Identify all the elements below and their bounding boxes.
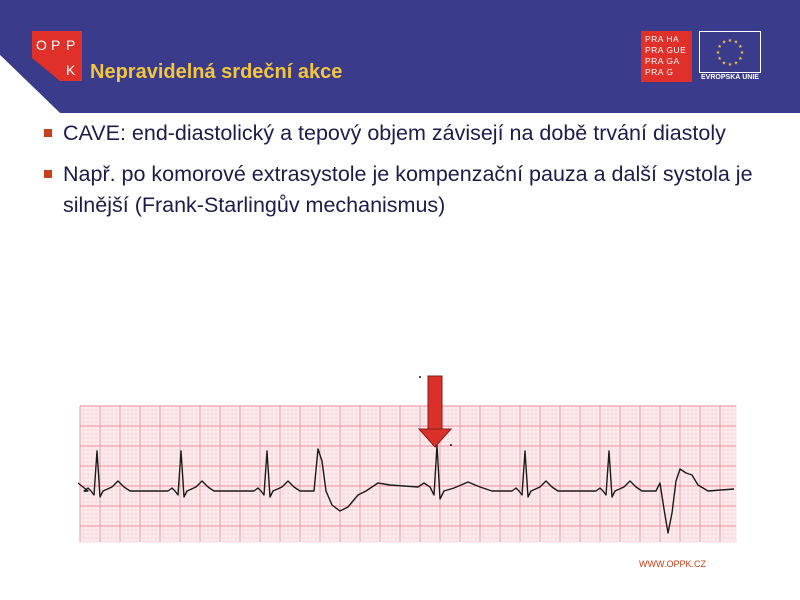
footer-url: WWW.OPPK.CZ (639, 559, 706, 569)
svg-text:★: ★ (738, 56, 743, 62)
oppk-letter-p1: P (51, 37, 61, 53)
praha-logo-line: PRA HA (645, 34, 680, 44)
praha-logo-line: PRA GUE (645, 45, 687, 55)
svg-text:★: ★ (721, 60, 727, 67)
slide-header (0, 0, 800, 113)
svg-text:★: ★ (727, 38, 733, 44)
page-title: Nepravidelná srdeční akce (90, 61, 343, 83)
bullet-square-icon (44, 170, 52, 178)
oppk-letter-o: O (36, 37, 47, 53)
bullet-list (42, 118, 772, 231)
svg-text:★: ★ (721, 39, 727, 46)
svg-text:★: ★ (727, 62, 733, 68)
svg-text:★: ★ (717, 56, 722, 62)
svg-text:★: ★ (739, 50, 745, 56)
svg-text:★: ★ (733, 60, 739, 67)
svg-text:★: ★ (715, 50, 721, 56)
bullet-text: CAVE: end-diastolický a tepový objem závisejí na době trvání diastoly (63, 121, 726, 145)
svg-text:★: ★ (738, 44, 743, 50)
eu-logo (697, 31, 763, 83)
oppk-logo (32, 31, 82, 81)
svg-text:★: ★ (717, 44, 722, 50)
bullet-text: Např. po komorové extrasystole je kompenzační pauza a další systola je silnější (Frank-Starlingův mechanismus) (63, 162, 753, 217)
bullet-square-icon (44, 129, 52, 137)
eu-flag-icon (699, 31, 761, 73)
praha-logo-line: PRA GA (645, 56, 680, 66)
praha-logo-line: PRA G (645, 67, 674, 77)
ecg-strip-image (78, 373, 738, 545)
svg-text:★: ★ (733, 39, 739, 46)
eu-logo-label: EVROPSKÁ UNIE (701, 74, 759, 81)
bullet-item (42, 159, 772, 221)
bullet-item (42, 118, 772, 149)
oppk-letter-p2: P (66, 37, 76, 53)
praha-logo (641, 31, 692, 82)
oppk-letter-k: K (66, 62, 76, 78)
